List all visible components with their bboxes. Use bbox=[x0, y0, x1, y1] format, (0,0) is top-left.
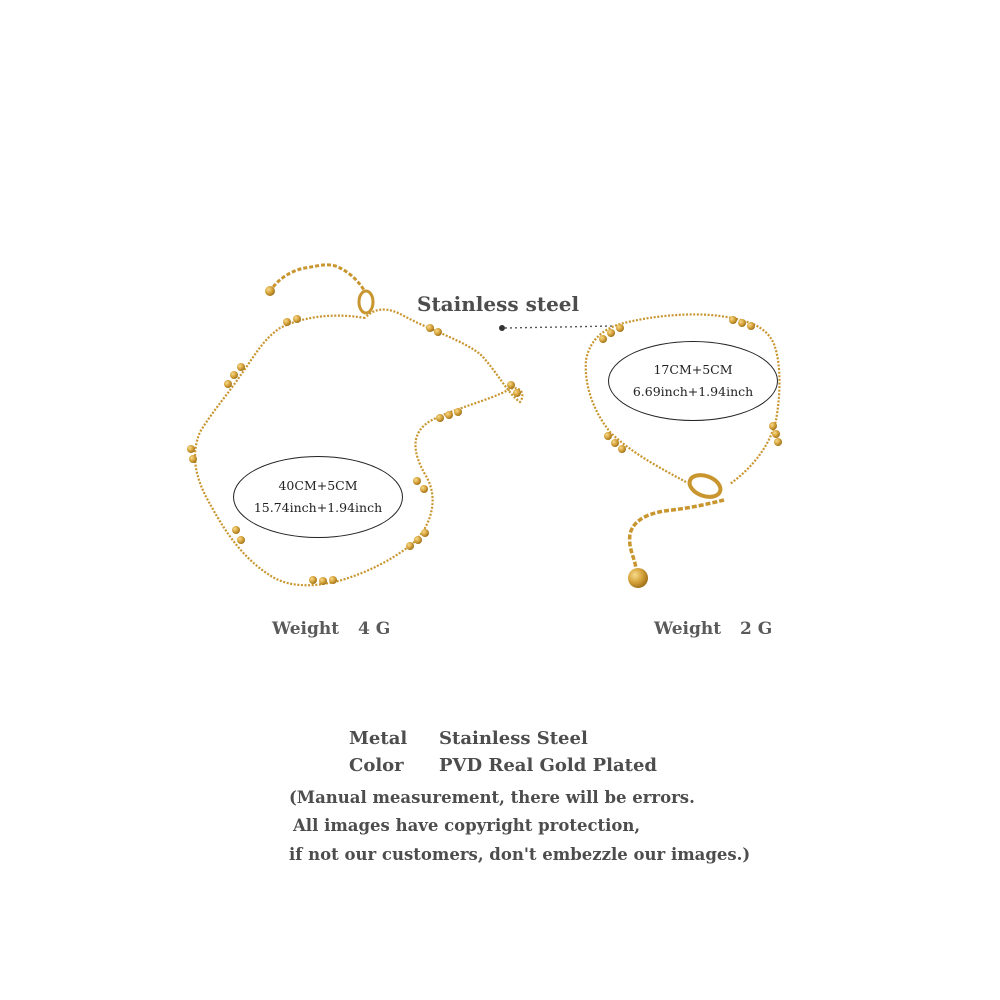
necklace-extender bbox=[270, 265, 364, 292]
material-leader bbox=[499, 325, 614, 331]
spec-metal-key: Metal bbox=[349, 728, 408, 749]
necklace-weight-label: Weight bbox=[272, 619, 340, 639]
necklace-weight-value: 4 G bbox=[358, 619, 391, 639]
bracelet-size-badge bbox=[608, 341, 778, 421]
spec-metal-value: Stainless Steel bbox=[439, 728, 588, 749]
spec-metal bbox=[349, 728, 588, 749]
bracelet-size-cm: 17CM+5CM bbox=[653, 362, 733, 377]
note-copyright: All images have copyright protection, bbox=[293, 816, 641, 835]
material-label: Stainless steel bbox=[417, 292, 580, 316]
necklace-chain bbox=[195, 310, 522, 586]
necklace-clasp bbox=[359, 291, 373, 313]
bracelet-size-inch: 6.69inch+1.94inch bbox=[632, 384, 754, 399]
bracelet-tag bbox=[628, 568, 648, 588]
bracelet-weight bbox=[654, 619, 772, 639]
necklace-size-cm: 40CM+5CM bbox=[278, 478, 358, 493]
note-embezzle: if not our customers, don't embezzle our images.) bbox=[289, 845, 751, 864]
spec-color bbox=[349, 755, 657, 776]
bracelet-clasp bbox=[687, 471, 724, 501]
necklace-tag bbox=[265, 286, 275, 296]
necklace-size-inch: 15.74inch+1.94inch bbox=[253, 500, 383, 515]
note-measurement: (Manual measurement, there will be errors. bbox=[289, 788, 695, 807]
necklace-weight bbox=[272, 619, 390, 639]
necklace-size-badge bbox=[233, 456, 403, 538]
bracelet-extender bbox=[630, 500, 724, 568]
bracelet-weight-value: 2 G bbox=[740, 619, 773, 639]
spec-color-key: Color bbox=[349, 755, 404, 776]
spec-color-value: PVD Real Gold Plated bbox=[439, 755, 658, 776]
bracelet-weight-label: Weight bbox=[654, 619, 722, 639]
